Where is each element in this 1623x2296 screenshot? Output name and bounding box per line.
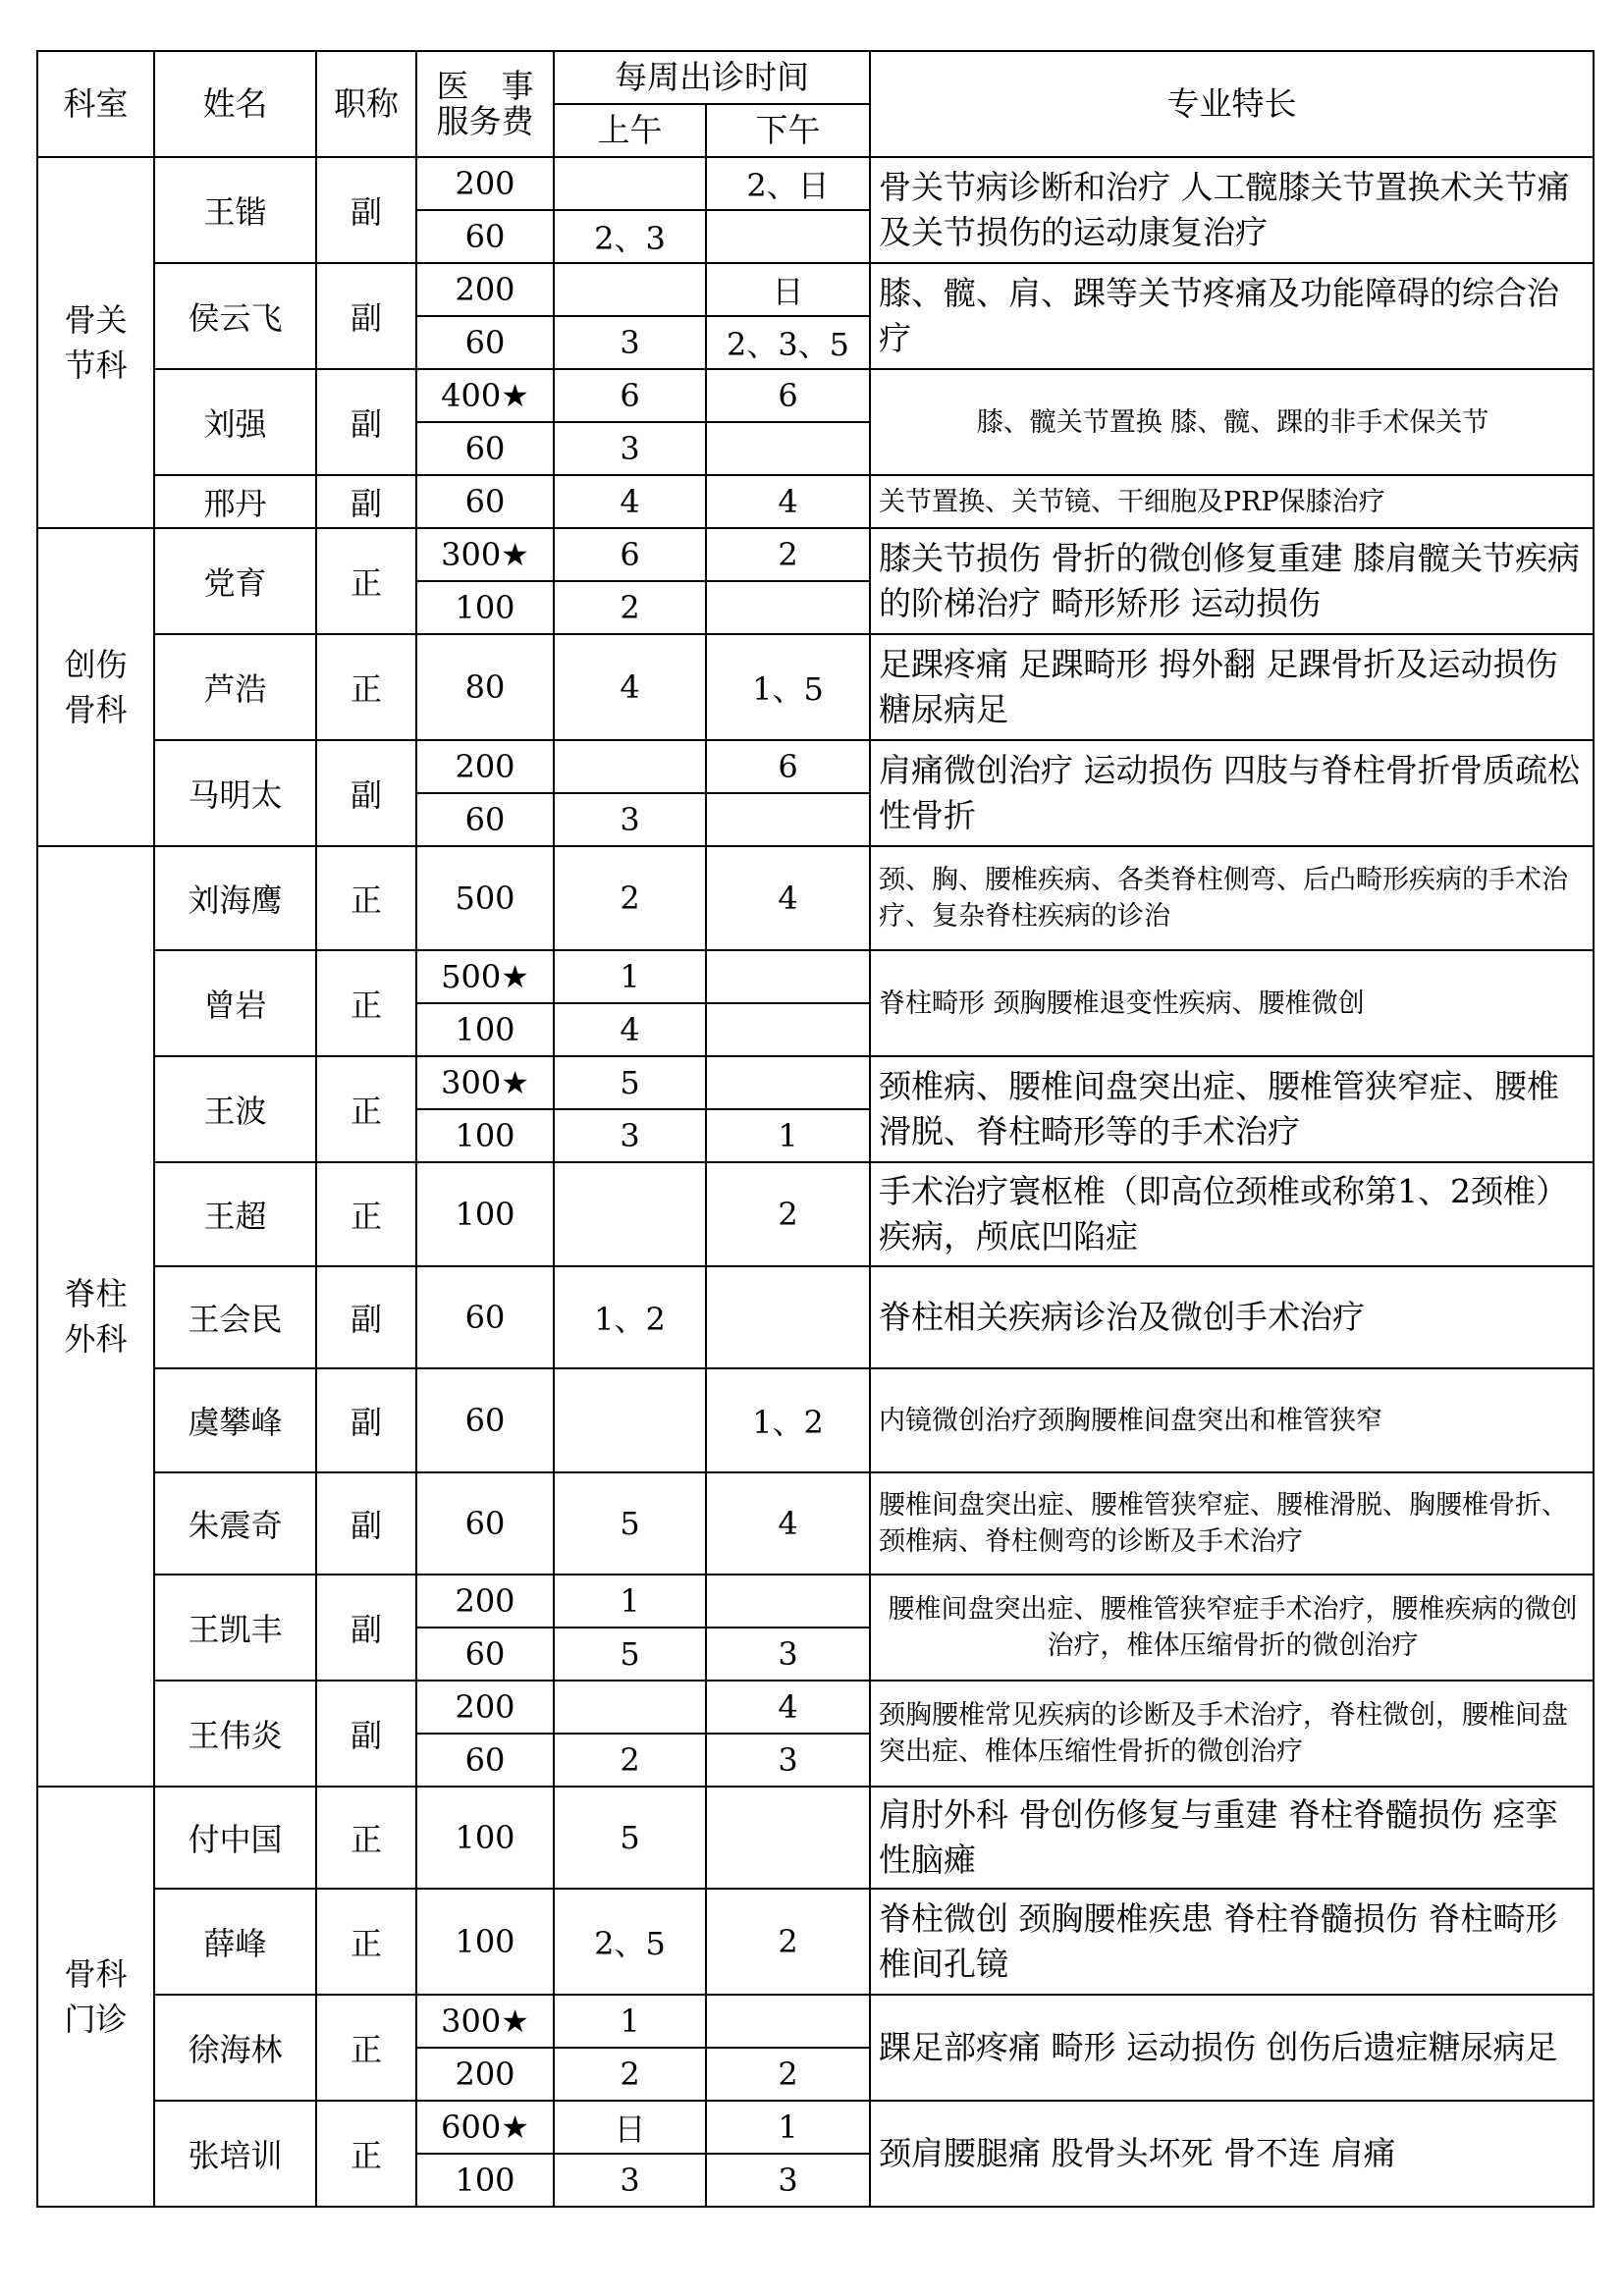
am-cell: 1 [554,1575,706,1628]
am-cell: 1、2 [554,1266,706,1368]
doctor-name: 王波 [154,1056,316,1162]
specialty-cell: 骨关节病诊断和治疗 人工髋膝关节置换术关节痛及关节损伤的运动康复治疗 [870,157,1594,263]
specialty-cell: 肩肘外科 骨创伤修复与重建 脊柱脊髓损伤 痉挛性脑瘫 [870,1787,1594,1889]
am-cell: 2 [554,2048,706,2101]
am-cell [554,740,706,793]
fee-cell: 60 [416,793,554,846]
specialty-cell: 膝、髋关节置换 膝、髋、踝的非手术保关节 [870,369,1594,475]
fee-cell: 200 [416,2048,554,2101]
pm-cell: 4 [706,475,870,528]
pm-cell [706,210,870,263]
doctor-title: 正 [316,1995,416,2101]
am-cell: 2 [554,581,706,634]
doctor-title: 正 [316,1162,416,1266]
doctor-title: 正 [316,846,416,950]
specialty-cell: 脊柱相关疾病诊治及微创手术治疗 [870,1266,1594,1368]
fee-cell: 300★ [416,1056,554,1109]
pm-cell: 日 [706,263,870,316]
doctor-title: 正 [316,1889,416,1995]
pm-cell: 1、2 [706,1368,870,1472]
fee-cell: 60 [416,1472,554,1575]
table-row [37,263,1594,316]
pm-cell [706,1056,870,1109]
table-row [37,157,1594,210]
am-cell: 6 [554,369,706,422]
fee-cell: 100 [416,1787,554,1889]
doctor-name: 徐海林 [154,1995,316,2101]
doctor-title: 副 [316,1266,416,1368]
pm-cell: 4 [706,1681,870,1734]
outpatient-schedule-table [36,50,1595,2208]
pm-cell: 2 [706,528,870,581]
department-cell [37,528,154,846]
specialty-cell: 手术治疗寰枢椎（即高位颈椎或称第1、2颈椎）疾病，颅底凹陷症 [870,1162,1594,1266]
fee-cell: 100 [416,1162,554,1266]
table-row [37,1056,1594,1109]
pm-cell: 2 [706,1889,870,1995]
fee-cell: 60 [416,1266,554,1368]
am-cell: 4 [554,634,706,740]
table-row [37,369,1594,422]
fee-cell: 100 [416,581,554,634]
fee-cell: 100 [416,2154,554,2207]
department-name: 骨科门诊 [64,1955,128,2038]
am-cell: 5 [554,1787,706,1889]
doctor-title: 正 [316,1787,416,1889]
specialty-cell: 肩痛微创治疗 运动损伤 四肢与脊柱骨折骨质疏松性骨折 [870,740,1594,846]
fee-cell: 300★ [416,1995,554,2048]
department-cell [37,157,154,528]
department-name: 创伤骨科 [64,646,128,728]
doctor-title: 正 [316,528,416,634]
fee-cell: 60 [416,475,554,528]
am-cell: 4 [554,1003,706,1056]
doctor-name: 王超 [154,1162,316,1266]
specialty-cell: 颈、胸、腰椎疾病、各类脊柱侧弯、后凸畸形疾病的手术治疗、复杂脊柱疾病的诊治 [870,846,1594,950]
department-name: 脊柱外科 [64,1275,128,1358]
table-row [37,1575,1594,1628]
doctor-title: 副 [316,475,416,528]
specialty-cell: 颈椎病、腰椎间盘突出症、腰椎管狭窄症、腰椎滑脱、脊柱畸形等的手术治疗 [870,1056,1594,1162]
doctor-name: 马明太 [154,740,316,846]
doctor-name: 刘强 [154,369,316,475]
table-row [37,1162,1594,1266]
fee-cell: 200 [416,1681,554,1734]
doctor-title: 正 [316,1056,416,1162]
doctor-name: 张培训 [154,2101,316,2207]
pm-cell [706,1266,870,1368]
pm-cell: 2 [706,2048,870,2101]
table-row [37,846,1594,950]
specialty-cell: 关节置换、关节镜、干细胞及PRP保膝治疗 [870,475,1594,528]
doctor-name: 薛峰 [154,1889,316,1995]
doctor-name: 王锴 [154,157,316,263]
pm-cell: 4 [706,846,870,950]
pm-cell: 6 [706,740,870,793]
doctor-name: 党育 [154,528,316,634]
pm-cell: 2、3、5 [706,316,870,369]
am-cell: 4 [554,475,706,528]
doctor-name: 王凯丰 [154,1575,316,1681]
pm-cell: 4 [706,1472,870,1575]
pm-cell [706,1003,870,1056]
header-dept: 科室 [37,51,154,157]
am-cell: 3 [554,2154,706,2207]
am-cell: 5 [554,1472,706,1575]
doctor-name: 虞攀峰 [154,1368,316,1472]
doctor-title: 副 [316,157,416,263]
pm-cell: 2、日 [706,157,870,210]
pm-cell: 3 [706,1734,870,1787]
pm-cell [706,581,870,634]
pm-cell [706,1995,870,2048]
am-cell: 5 [554,1628,706,1681]
doctor-title: 副 [316,1681,416,1787]
department-cell [37,1787,154,2207]
am-cell: 3 [554,422,706,475]
pm-cell: 3 [706,2154,870,2207]
am-cell: 2、5 [554,1889,706,1995]
am-cell [554,1681,706,1734]
fee-cell: 100 [416,1003,554,1056]
table-row [37,634,1594,740]
header-fee [416,51,554,157]
pm-cell: 1、5 [706,634,870,740]
am-cell [554,1368,706,1472]
doctor-name: 王伟炎 [154,1681,316,1787]
fee-cell: 80 [416,634,554,740]
department-cell [37,846,154,1787]
doctor-title: 副 [316,263,416,369]
table-row [37,1266,1594,1368]
am-cell: 日 [554,2101,706,2154]
am-cell [554,263,706,316]
fee-cell: 200 [416,1575,554,1628]
pm-cell: 3 [706,1628,870,1681]
specialty-cell: 踝足部疼痛 畸形 运动损伤 创伤后遗症糖尿病足 [870,1995,1594,2101]
am-cell: 3 [554,316,706,369]
specialty-cell: 足踝疼痛 足踝畸形 拇外翻 足踝骨折及运动损伤 糖尿病足 [870,634,1594,740]
pm-cell: 1 [706,1109,870,1162]
fee-cell: 60 [416,1734,554,1787]
doctor-title: 正 [316,950,416,1056]
fee-cell: 500★ [416,950,554,1003]
doctor-title: 副 [316,1368,416,1472]
header-title: 职称 [316,51,416,157]
am-cell: 2 [554,846,706,950]
table-row [37,1787,1594,1889]
doctor-name: 付中国 [154,1787,316,1889]
doctor-name: 王会民 [154,1266,316,1368]
doctor-name: 侯云飞 [154,263,316,369]
header-am: 上午 [554,104,706,157]
doctor-title: 副 [316,1575,416,1681]
specialty-cell: 颈胸腰椎常见疾病的诊断及手术治疗，脊柱微创，腰椎间盘突出症、椎体压缩性骨折的微创治疗 [870,1681,1594,1787]
fee-cell: 500 [416,846,554,950]
fee-cell: 60 [416,422,554,475]
pm-cell: 2 [706,1162,870,1266]
doctor-name: 刘海鹰 [154,846,316,950]
doctor-name: 曾岩 [154,950,316,1056]
fee-cell: 300★ [416,528,554,581]
fee-cell: 400★ [416,369,554,422]
specialty-cell: 内镜微创治疗颈胸腰椎间盘突出和椎管狭窄 [870,1368,1594,1472]
fee-cell: 100 [416,1109,554,1162]
table-row [37,2101,1594,2154]
table-row [37,740,1594,793]
header-specialty: 专业特长 [870,51,1594,157]
am-cell: 3 [554,793,706,846]
table-row [37,475,1594,528]
specialty-cell: 膝、髋、肩、踝等关节疼痛及功能障碍的综合治疗 [870,263,1594,369]
pm-cell [706,793,870,846]
doctor-title: 正 [316,634,416,740]
table-row [37,1368,1594,1472]
am-cell [554,157,706,210]
specialty-cell: 腰椎间盘突出症、腰椎管狭窄症手术治疗，腰椎疾病的微创治疗，椎体压缩骨折的微创治疗 [870,1575,1594,1681]
doctor-title: 副 [316,740,416,846]
pm-cell [706,422,870,475]
table-row [37,1889,1594,1995]
fee-cell: 600★ [416,2101,554,2154]
doctor-name: 邢丹 [154,475,316,528]
fee-cell: 100 [416,1889,554,1995]
pm-cell [706,1575,870,1628]
table-row [37,528,1594,581]
specialty-cell: 脊柱微创 颈胸腰椎疾患 脊柱脊髓损伤 脊柱畸形 椎间孔镜 [870,1889,1594,1995]
fee-cell: 200 [416,157,554,210]
am-cell: 1 [554,950,706,1003]
table-row [37,1681,1594,1734]
doctor-name: 芦浩 [154,634,316,740]
header-pm: 下午 [706,104,870,157]
am-cell: 1 [554,1995,706,2048]
header-name: 姓名 [154,51,316,157]
fee-cell: 60 [416,1368,554,1472]
fee-cell: 200 [416,740,554,793]
specialty-cell: 腰椎间盘突出症、腰椎管狭窄症、腰椎滑脱、胸腰椎骨折、颈椎病、脊柱侧弯的诊断及手术治疗 [870,1472,1594,1575]
table-row [37,950,1594,1003]
am-cell: 6 [554,528,706,581]
doctor-name: 朱震奇 [154,1472,316,1575]
doctor-title: 正 [316,2101,416,2207]
specialty-cell: 脊柱畸形 颈胸腰椎退变性疾病、腰椎微创 [870,950,1594,1056]
fee-cell: 60 [416,210,554,263]
header-fee-line2: 服务费 [436,102,534,140]
doctor-title: 副 [316,369,416,475]
doctor-title: 副 [316,1472,416,1575]
header-fee-line1: 医 事 [436,67,534,105]
specialty-cell: 膝关节损伤 骨折的微创修复重建 膝肩髋关节疾病的阶梯治疗 畸形矫形 运动损伤 [870,528,1594,634]
specialty-cell: 颈肩腰腿痛 股骨头坏死 骨不连 肩痛 [870,2101,1594,2207]
am-cell: 5 [554,1056,706,1109]
pm-cell [706,950,870,1003]
fee-cell: 60 [416,1628,554,1681]
fee-cell: 200 [416,263,554,316]
pm-cell [706,1787,870,1889]
am-cell: 2 [554,1734,706,1787]
am-cell [554,1162,706,1266]
fee-cell: 60 [416,316,554,369]
table-row [37,1472,1594,1575]
am-cell: 3 [554,1109,706,1162]
header-schedule: 每周出诊时间 [554,51,870,104]
table-row [37,1995,1594,2048]
department-name: 骨关节科 [64,301,128,384]
pm-cell: 1 [706,2101,870,2154]
am-cell: 2、3 [554,210,706,263]
pm-cell: 6 [706,369,870,422]
